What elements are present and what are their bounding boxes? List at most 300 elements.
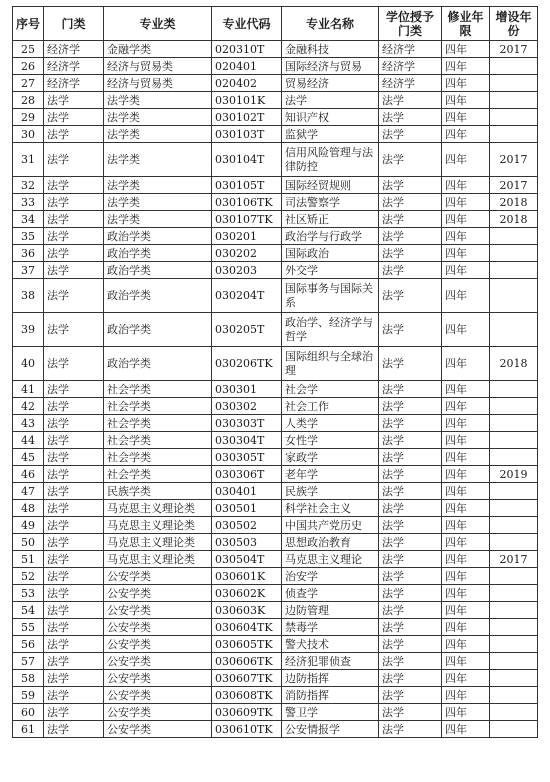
cell-code: 030502: [212, 517, 282, 534]
cell-name: 禁毒学: [282, 619, 379, 636]
cell-degree: 法学: [379, 126, 442, 143]
cell-category: 法学: [44, 262, 104, 279]
cell-code: 030401: [212, 483, 282, 500]
cell-degree: 法学: [379, 143, 442, 177]
cell-degree: 法学: [379, 483, 442, 500]
cell-code: 030206TK: [212, 347, 282, 381]
cell-years: 四年: [442, 602, 490, 619]
cell-added: [490, 92, 538, 109]
cell-category: 法学: [44, 228, 104, 245]
cell-added: [490, 500, 538, 517]
header-code: 专业代码: [212, 7, 282, 41]
cell-added: [490, 126, 538, 143]
cell-years: 四年: [442, 670, 490, 687]
table-row: [13, 211, 538, 228]
cell-no: 41: [13, 381, 44, 398]
cell-category: 法学: [44, 568, 104, 585]
table-row: [13, 721, 538, 738]
table-row: [13, 415, 538, 432]
cell-added: [490, 687, 538, 704]
cell-degree: 法学: [379, 347, 442, 381]
table-row: [13, 500, 538, 517]
cell-class: 公安学类: [104, 687, 212, 704]
cell-class: 社会学类: [104, 381, 212, 398]
table-row: [13, 58, 538, 75]
cell-years: 四年: [442, 619, 490, 636]
cell-no: 54: [13, 602, 44, 619]
header-name: 专业名称: [282, 7, 379, 41]
cell-added: 2017: [490, 551, 538, 568]
table-row: [13, 279, 538, 313]
cell-no: 29: [13, 109, 44, 126]
cell-years: 四年: [442, 415, 490, 432]
cell-category: 法学: [44, 143, 104, 177]
cell-code: 030602K: [212, 585, 282, 602]
cell-degree: 法学: [379, 500, 442, 517]
cell-degree: 经济学: [379, 75, 442, 92]
cell-no: 39: [13, 313, 44, 347]
cell-degree: 法学: [379, 109, 442, 126]
cell-class: 政治学类: [104, 279, 212, 313]
cell-code: 030102T: [212, 109, 282, 126]
cell-added: [490, 517, 538, 534]
cell-name: 政治学与行政学: [282, 228, 379, 245]
cell-degree: 法学: [379, 211, 442, 228]
cell-years: 四年: [442, 500, 490, 517]
cell-no: 34: [13, 211, 44, 228]
cell-code: 030303T: [212, 415, 282, 432]
table-row: [13, 143, 538, 177]
cell-no: 40: [13, 347, 44, 381]
cell-degree: 法学: [379, 551, 442, 568]
cell-class: 法学类: [104, 92, 212, 109]
cell-name: 监狱学: [282, 126, 379, 143]
cell-years: 四年: [442, 636, 490, 653]
cell-added: 2018: [490, 347, 538, 381]
cell-category: 法学: [44, 194, 104, 211]
cell-added: [490, 58, 538, 75]
cell-name: 政治学、经济学与哲学: [282, 313, 379, 347]
cell-degree: 法学: [379, 466, 442, 483]
cell-added: [490, 619, 538, 636]
table-row: [13, 534, 538, 551]
cell-added: [490, 704, 538, 721]
cell-no: 36: [13, 245, 44, 262]
cell-name: 治安学: [282, 568, 379, 585]
cell-added: [490, 415, 538, 432]
cell-category: 法学: [44, 449, 104, 466]
cell-added: [490, 228, 538, 245]
cell-added: [490, 636, 538, 653]
cell-code: 030101K: [212, 92, 282, 109]
cell-name: 贸易经济: [282, 75, 379, 92]
cell-class: 公安学类: [104, 653, 212, 670]
cell-added: [490, 568, 538, 585]
cell-years: 四年: [442, 432, 490, 449]
cell-degree: 法学: [379, 432, 442, 449]
cell-category: 经济学: [44, 75, 104, 92]
cell-added: [490, 109, 538, 126]
cell-degree: 法学: [379, 585, 442, 602]
cell-category: 法学: [44, 500, 104, 517]
cell-name: 法学: [282, 92, 379, 109]
cell-degree: 法学: [379, 92, 442, 109]
cell-class: 社会学类: [104, 415, 212, 432]
cell-no: 42: [13, 398, 44, 415]
cell-years: 四年: [442, 245, 490, 262]
cell-name: 消防指挥: [282, 687, 379, 704]
cell-name: 国际经贸规则: [282, 177, 379, 194]
cell-no: 61: [13, 721, 44, 738]
cell-category: 经济学: [44, 58, 104, 75]
cell-class: 法学类: [104, 211, 212, 228]
cell-class: 马克思主义理论类: [104, 517, 212, 534]
cell-years: 四年: [442, 721, 490, 738]
cell-no: 60: [13, 704, 44, 721]
cell-code: 020401: [212, 58, 282, 75]
cell-no: 27: [13, 75, 44, 92]
cell-class: 公安学类: [104, 619, 212, 636]
cell-degree: 法学: [379, 279, 442, 313]
cell-class: 法学类: [104, 177, 212, 194]
cell-name: 边防管理: [282, 602, 379, 619]
cell-category: 法学: [44, 415, 104, 432]
cell-no: 57: [13, 653, 44, 670]
table-row: [13, 568, 538, 585]
cell-added: 2019: [490, 466, 538, 483]
cell-class: 法学类: [104, 143, 212, 177]
cell-degree: 法学: [379, 415, 442, 432]
cell-category: 法学: [44, 347, 104, 381]
cell-added: [490, 602, 538, 619]
cell-class: 公安学类: [104, 721, 212, 738]
cell-code: 020402: [212, 75, 282, 92]
cell-code: 030104T: [212, 143, 282, 177]
table-row: [13, 398, 538, 415]
cell-name: 公安情报学: [282, 721, 379, 738]
cell-code: 030205T: [212, 313, 282, 347]
table-body: [13, 41, 538, 738]
cell-category: 法学: [44, 517, 104, 534]
cell-added: 2017: [490, 41, 538, 58]
cell-class: 社会学类: [104, 466, 212, 483]
cell-name: 女性学: [282, 432, 379, 449]
cell-name: 社会工作: [282, 398, 379, 415]
table-row: [13, 483, 538, 500]
cell-class: 社会学类: [104, 432, 212, 449]
table-row: [13, 109, 538, 126]
cell-class: 公安学类: [104, 636, 212, 653]
table-row: [13, 177, 538, 194]
cell-name: 金融科技: [282, 41, 379, 58]
cell-no: 56: [13, 636, 44, 653]
cell-no: 50: [13, 534, 44, 551]
cell-category: 法学: [44, 636, 104, 653]
cell-name: 思想政治教育: [282, 534, 379, 551]
cell-category: 法学: [44, 211, 104, 228]
cell-degree: 法学: [379, 449, 442, 466]
cell-class: 社会学类: [104, 449, 212, 466]
cell-no: 35: [13, 228, 44, 245]
table-row: [13, 41, 538, 58]
cell-class: 公安学类: [104, 585, 212, 602]
cell-degree: 法学: [379, 517, 442, 534]
cell-added: [490, 721, 538, 738]
cell-code: 030301: [212, 381, 282, 398]
cell-no: 37: [13, 262, 44, 279]
cell-degree: 法学: [379, 602, 442, 619]
cell-years: 四年: [442, 313, 490, 347]
cell-code: 030501: [212, 500, 282, 517]
cell-degree: 法学: [379, 398, 442, 415]
table-row: [13, 602, 538, 619]
cell-name: 警卫学: [282, 704, 379, 721]
cell-added: [490, 653, 538, 670]
cell-category: 法学: [44, 126, 104, 143]
cell-class: 社会学类: [104, 398, 212, 415]
cell-years: 四年: [442, 687, 490, 704]
cell-category: 法学: [44, 704, 104, 721]
cell-category: 法学: [44, 483, 104, 500]
cell-added: [490, 670, 538, 687]
cell-degree: 法学: [379, 228, 442, 245]
cell-class: 政治学类: [104, 347, 212, 381]
cell-category: 法学: [44, 551, 104, 568]
cell-class: 经济与贸易类: [104, 75, 212, 92]
cell-class: 公安学类: [104, 602, 212, 619]
cell-years: 四年: [442, 653, 490, 670]
cell-degree: 法学: [379, 313, 442, 347]
table-row: [13, 687, 538, 704]
cell-class: 政治学类: [104, 313, 212, 347]
cell-added: [490, 483, 538, 500]
cell-no: 46: [13, 466, 44, 483]
cell-class: 公安学类: [104, 704, 212, 721]
cell-code: 030302: [212, 398, 282, 415]
table-row: [13, 585, 538, 602]
cell-no: 28: [13, 92, 44, 109]
cell-degree: 经济学: [379, 41, 442, 58]
cell-class: 马克思主义理论类: [104, 534, 212, 551]
cell-added: 2017: [490, 177, 538, 194]
cell-category: 法学: [44, 177, 104, 194]
cell-code: 030503: [212, 534, 282, 551]
cell-years: 四年: [442, 568, 490, 585]
table-row: [13, 670, 538, 687]
cell-years: 四年: [442, 92, 490, 109]
cell-added: [490, 585, 538, 602]
cell-no: 31: [13, 143, 44, 177]
cell-no: 33: [13, 194, 44, 211]
cell-name: 马克思主义理论: [282, 551, 379, 568]
cell-class: 马克思主义理论类: [104, 500, 212, 517]
cell-code: 030606TK: [212, 653, 282, 670]
cell-added: 2018: [490, 211, 538, 228]
cell-degree: 法学: [379, 534, 442, 551]
cell-added: [490, 75, 538, 92]
cell-name: 中国共产党历史: [282, 517, 379, 534]
cell-name: 信用风险管理与法律防控: [282, 143, 379, 177]
table-row: [13, 313, 538, 347]
cell-category: 法学: [44, 670, 104, 687]
cell-class: 民族学类: [104, 483, 212, 500]
cell-no: 45: [13, 449, 44, 466]
cell-years: 四年: [442, 398, 490, 415]
cell-no: 32: [13, 177, 44, 194]
table-row: [13, 653, 538, 670]
cell-no: 53: [13, 585, 44, 602]
cell-no: 52: [13, 568, 44, 585]
cell-code: 030604TK: [212, 619, 282, 636]
table-row: [13, 704, 538, 721]
cell-name: 国际组织与全球治理: [282, 347, 379, 381]
table-row: [13, 381, 538, 398]
cell-code: 030105T: [212, 177, 282, 194]
cell-years: 四年: [442, 41, 490, 58]
cell-years: 四年: [442, 262, 490, 279]
cell-code: 030203: [212, 262, 282, 279]
cell-added: [490, 262, 538, 279]
cell-code: 030306T: [212, 466, 282, 483]
header-row: [13, 7, 538, 41]
header-added: 增设年份: [490, 7, 538, 41]
cell-added: [490, 381, 538, 398]
cell-name: 科学社会主义: [282, 500, 379, 517]
cell-degree: 法学: [379, 704, 442, 721]
header-category: 门类: [44, 7, 104, 41]
cell-years: 四年: [442, 75, 490, 92]
cell-code: 030610TK: [212, 721, 282, 738]
cell-name: 边防指挥: [282, 670, 379, 687]
cell-degree: 法学: [379, 381, 442, 398]
cell-class: 公安学类: [104, 670, 212, 687]
cell-degree: 经济学: [379, 58, 442, 75]
cell-name: 警犬技术: [282, 636, 379, 653]
cell-code: 020310T: [212, 41, 282, 58]
cell-degree: 法学: [379, 568, 442, 585]
cell-degree: 法学: [379, 177, 442, 194]
cell-added: [490, 449, 538, 466]
table-row: [13, 262, 538, 279]
cell-category: 法学: [44, 279, 104, 313]
cell-added: [490, 534, 538, 551]
cell-years: 四年: [442, 279, 490, 313]
cell-added: [490, 245, 538, 262]
cell-years: 四年: [442, 211, 490, 228]
cell-name: 司法警察学: [282, 194, 379, 211]
cell-years: 四年: [442, 228, 490, 245]
cell-name: 国际政治: [282, 245, 379, 262]
cell-no: 49: [13, 517, 44, 534]
cell-no: 59: [13, 687, 44, 704]
cell-category: 法学: [44, 432, 104, 449]
cell-years: 四年: [442, 177, 490, 194]
cell-category: 经济学: [44, 41, 104, 58]
table-row: [13, 619, 538, 636]
cell-name: 家政学: [282, 449, 379, 466]
cell-no: 43: [13, 415, 44, 432]
cell-name: 国际经济与贸易: [282, 58, 379, 75]
cell-code: 030304T: [212, 432, 282, 449]
cell-name: 知识产权: [282, 109, 379, 126]
cell-years: 四年: [442, 483, 490, 500]
cell-degree: 法学: [379, 670, 442, 687]
cell-years: 四年: [442, 585, 490, 602]
cell-added: [490, 313, 538, 347]
cell-category: 法学: [44, 398, 104, 415]
cell-degree: 法学: [379, 721, 442, 738]
table-row: [13, 245, 538, 262]
header-degree: 学位授予门类: [379, 7, 442, 41]
cell-category: 法学: [44, 466, 104, 483]
cell-category: 法学: [44, 92, 104, 109]
table-row: [13, 92, 538, 109]
cell-no: 26: [13, 58, 44, 75]
cell-code: 030202: [212, 245, 282, 262]
cell-added: 2017: [490, 143, 538, 177]
cell-code: 030601K: [212, 568, 282, 585]
cell-code: 030605TK: [212, 636, 282, 653]
cell-years: 四年: [442, 449, 490, 466]
cell-name: 经济犯罪侦查: [282, 653, 379, 670]
cell-no: 30: [13, 126, 44, 143]
cell-name: 国际事务与国际关系: [282, 279, 379, 313]
cell-class: 政治学类: [104, 228, 212, 245]
cell-class: 法学类: [104, 194, 212, 211]
cell-category: 法学: [44, 619, 104, 636]
cell-category: 法学: [44, 313, 104, 347]
cell-added: [490, 279, 538, 313]
cell-years: 四年: [442, 704, 490, 721]
cell-degree: 法学: [379, 653, 442, 670]
cell-years: 四年: [442, 551, 490, 568]
majors-table: [12, 6, 538, 738]
cell-code: 030204T: [212, 279, 282, 313]
cell-class: 金融学类: [104, 41, 212, 58]
table-row: [13, 636, 538, 653]
table-row: [13, 466, 538, 483]
table-row: [13, 551, 538, 568]
cell-class: 政治学类: [104, 245, 212, 262]
cell-name: 外交学: [282, 262, 379, 279]
cell-no: 48: [13, 500, 44, 517]
table-row: [13, 194, 538, 211]
cell-no: 38: [13, 279, 44, 313]
cell-category: 法学: [44, 381, 104, 398]
table-row: [13, 432, 538, 449]
cell-years: 四年: [442, 58, 490, 75]
cell-code: 030305T: [212, 449, 282, 466]
table-row: [13, 228, 538, 245]
cell-code: 030201: [212, 228, 282, 245]
cell-name: 社会学: [282, 381, 379, 398]
cell-code: 030107TK: [212, 211, 282, 228]
cell-class: 法学类: [104, 126, 212, 143]
cell-category: 法学: [44, 687, 104, 704]
cell-added: [490, 398, 538, 415]
cell-code: 030504T: [212, 551, 282, 568]
cell-years: 四年: [442, 466, 490, 483]
cell-category: 法学: [44, 585, 104, 602]
cell-degree: 法学: [379, 245, 442, 262]
cell-code: 030103T: [212, 126, 282, 143]
cell-years: 四年: [442, 534, 490, 551]
cell-code: 030106TK: [212, 194, 282, 211]
cell-class: 政治学类: [104, 262, 212, 279]
table-row: [13, 517, 538, 534]
cell-degree: 法学: [379, 636, 442, 653]
header-class: 专业类: [104, 7, 212, 41]
